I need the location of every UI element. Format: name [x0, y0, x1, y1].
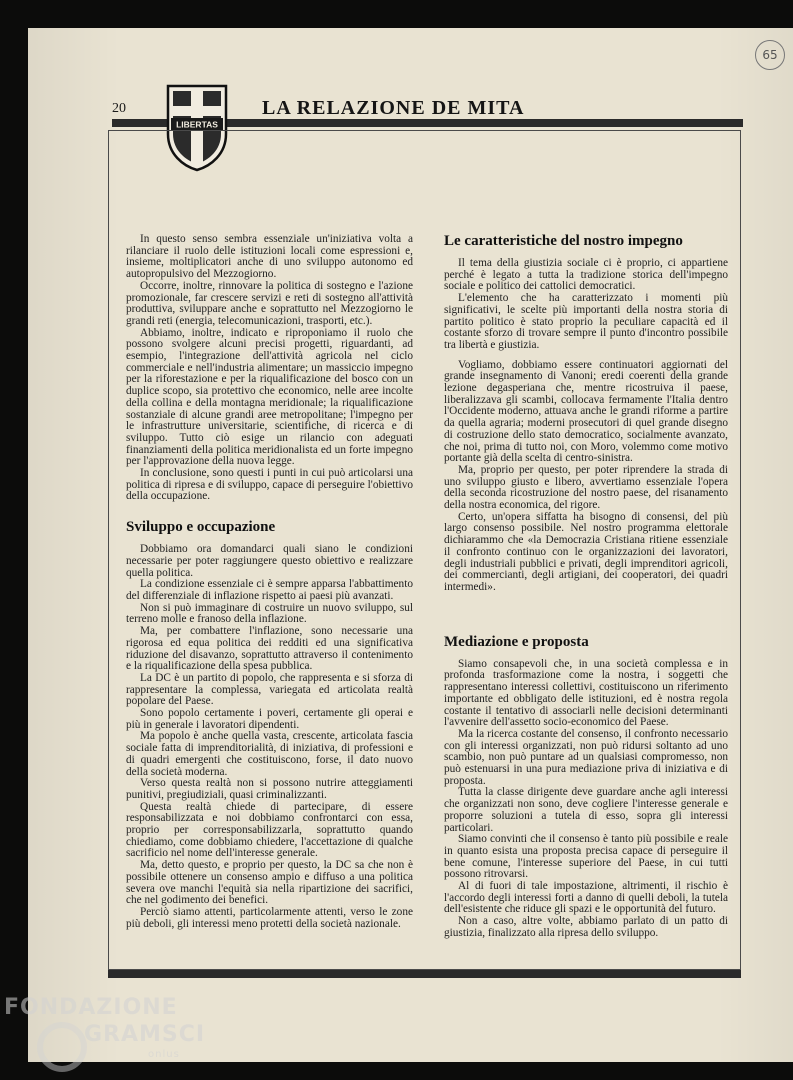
- paragraph: Ma, per combattere l'inflazione, sono necessarie una rigorosa ed equa politica dei redditi ed una significativa riduzione del disavanzo, soprattutto attraverso il contenimento e la riqualificazione della spesa pubblica.: [126, 625, 413, 673]
- paragraph: Ma, detto questo, e proprio per questo, la DC sa che non è possibile ottenere un consenso ampio e diffuso a una politica severa ove manchi l'equità sia nella ripartizione dei sacrifici, che nel godimento dei benefici.: [126, 859, 413, 907]
- paragraph: La condizione essenziale ci è sempre apparsa l'abbattimento del differenziale di inflazione rispetto ai paesi più avanzati.: [126, 578, 413, 602]
- paragraph: Abbiamo, inoltre, indicato e riproponiamo il ruolo che possono svolgere alcuni precisi progetti, riguardanti, ad esempio, l'integrazione dell'attività agricola nel ciclo commerciale e nell'industria alimentare; un massiccio impegno per la riforestazione e per la riqualificazione del bosco con un duplice scopo, sia protettivo che economico, nelle aree incolte della collina e della montagna meridionale; la riqualificazione sostanziale di alcune grandi aree metropolitane; l'impegno per le infrastrutture universitarie, scientifiche, di ricerca e di sviluppo. Tutto ciò esige un rilancio con adeguati finanziamenti della politica meridionalista ed un forte impegno per l'approvazione della nuova legge.: [126, 326, 413, 468]
- paragraph: Siamo consapevoli che, in una società complessa e in profonda trasformazione come la nostra, i soggetti che rappresentano interessi collettivi, costituiscono un riferimento importante ed obbligato delle istituzioni, ed è nostra regola costante il tentativo di associarli nelle decisioni determinanti l'avvenire dell'assetto socio-economico del Paese.: [444, 657, 728, 729]
- paragraph: Tutta la classe dirigente deve guardare anche agli interessi che organizzati non sono, deve cogliere l'interesse generale e proporre soluzioni a tutela di esso, sopra gli interessi particolari.: [444, 786, 728, 834]
- right-column: [444, 233, 728, 940]
- paragraph: Vogliamo, dobbiamo essere continuatori aggiornati del grande insegnamento di Vanoni; eredi coerenti della grande lezione degasperiana che, mentre ricostruiva il paese, liberalizzava gli scambi, collocava fermamente l'Italia dentro l'Occidente moderno, attuava anche le grandi riforme a partire da quella agraria; moderni prosecutori di quel grande disegno di costruzione dello stato democratico, socialmente avanzato, che noi, prima di tutto noi, con Moro, volemmo come motivo portante già della scelta di centro-sinistra.: [444, 358, 728, 465]
- left-column: [126, 234, 413, 930]
- paragraph: Siamo convinti che il consenso è tanto più possibile e reale in quanto esista una proposta precisa capace di perseguire il bene comune, l'interesse superiore del Paese, in cui tutti possono ritrovarsi.: [444, 833, 728, 881]
- paragraph: Ma, proprio per questo, per poter riprendere la strada di uno sviluppo giusto e libero, avvertiamo essenziale l'opera della seconda ricostruzione del nostro paese, del risanamento della nostra economica, del rigore.: [444, 463, 728, 512]
- paragraph: Non a caso, altre volte, abbiamo parlato di un patto di giustizia, finalizzato alla ripresa dello sviluppo.: [444, 915, 728, 939]
- watermark-g-logo-icon: [2, 992, 232, 1077]
- page-number: 20: [112, 101, 126, 116]
- article-running-title: LA RELAZIONE DE MITA: [262, 97, 525, 119]
- paragraph: Al di fuori di tale impostazione, altrimenti, il rischio è l'accordo degli interessi forti a danno di quelli deboli, la tutela dell'esistente che riduce gli spazi e le opportunità del futuro.: [444, 880, 728, 916]
- footer-rule: [108, 970, 741, 978]
- paragraph: In conclusione, sono questi i punti in cui può articolarsi una politica di ripresa e di sviluppo, capace di perseguire l'obiettivo della occupazione.: [126, 467, 413, 503]
- paragraph: Perciò siamo attenti, particolarmente attenti, verso le zone più deboli, gli interessi meno protetti della società nazionale.: [126, 905, 413, 930]
- section-heading-sviluppo: Sviluppo e occupazione: [126, 519, 276, 536]
- paragraph: Dobbiamo ora domandarci quali siano le condizioni necessarie per poter raggiungere questo obiettivo e realizzare quella politica.: [126, 543, 413, 579]
- paragraph: Ma popolo è anche quella vasta, crescente, articolata fascia sociale fatta di imprenditorialità, di iniziativa, di professioni e di quadri emergenti che costituiscono, forse, il dato nuovo della società moderna.: [126, 730, 413, 778]
- archive-page-number: 65: [755, 40, 785, 70]
- section-heading-caratteristiche: Le caratteristiche del nostro impegno: [444, 233, 683, 249]
- shield-cross-horizontal: [173, 106, 221, 116]
- paragraph: Occorre, inoltre, rinnovare la politica di sostegno e l'azione promozionale, far crescere servizi e reti di sostegno all'attività produttiva, sviluppare anche e soprattutto nel Mezzogiorno le grandi reti (energia, telecomunicazioni, trasporti, etc.).: [126, 279, 413, 327]
- paragraph: Ma la ricerca costante del consenso, il confronto necessario con gli interessi organizzati, non può ridursi soltanto ad uno scambio, non può puntare ad un qualsiasi compromesso, non può estenuarsi in una pura mediazione priva di iniziativa e di proposta.: [444, 727, 728, 787]
- paragraph: Certo, un'opera siffatta ha bisogno di consensi, del più largo consenso possibile. Nel nostro programma elettorale dichiarammo che «la Democrazia Cristiana ritiene essenziale il confronto continuo con le organizzazioni dei lavoratori, degli industriali pubblici e privati, degli imprenditori agricoli, dei commercianti, degli artigiani, dei cooperatori, dei quadri intermedi».: [444, 510, 728, 593]
- watermark-line-2: GRAMSCI: [84, 1022, 206, 1047]
- watermark-line-3: onlus: [148, 1049, 180, 1060]
- paragraph: Il tema della giustizia sociale ci è proprio, ci appartiene perché è legato a tutta la tradizione storica dell'impegno sociale e politico dei cattolici democratici.: [444, 257, 728, 293]
- paragraph: Verso questa realtà non si possono nutrire atteggiamenti punitivi, pregiudiziali, quasi criminalizzanti.: [126, 777, 413, 801]
- watermark-line-1: FONDAZIONE: [4, 995, 178, 1020]
- section-heading-mediazione: Mediazione e proposta: [444, 633, 589, 650]
- paragraph: Sono popolo certamente i poveri, certamente gli operai e più in generale i lavoratori dipendenti.: [126, 707, 413, 731]
- paragraph: Questa realtà chiede di partecipare, di essere responsabilizzata e noi dobbiamo confrontarci con essa, proprio per corresponsabilizzarla, soprattutto quando chiediamo, come dobbiamo chiedere, l'accettazione di qualche sacrificio nel nome dell'interesse generale.: [126, 800, 413, 860]
- paragraph: L'elemento che ha caratterizzato i momenti più significativi, le scelte più importanti della nostra storia di partito politico è stato proprio la peculiare capacità ed il costante sforzo di trovare sempre il punto d'incontro possibile tra libertà e giustizia.: [444, 292, 728, 351]
- shield-banner-text: LIBERTAS: [176, 119, 218, 130]
- paragraph: Non si può immaginare di costruire un nuovo sviluppo, sul terreno molle e franoso della inflazione.: [126, 601, 413, 626]
- paragraph: La DC è un partito di popolo, che rappresenta e si sforza di rappresentare la complessa, variegata ed articolata realtà popolare del Paese.: [126, 671, 413, 708]
- paragraph: In questo senso sembra essenziale un'iniziativa volta a rilanciare il ruolo delle istituzioni locali come espressioni e, insieme, moltiplicatori anche di uno sviluppo autonomo ed autopropulsivo del Mezzogiorno.: [126, 233, 413, 281]
